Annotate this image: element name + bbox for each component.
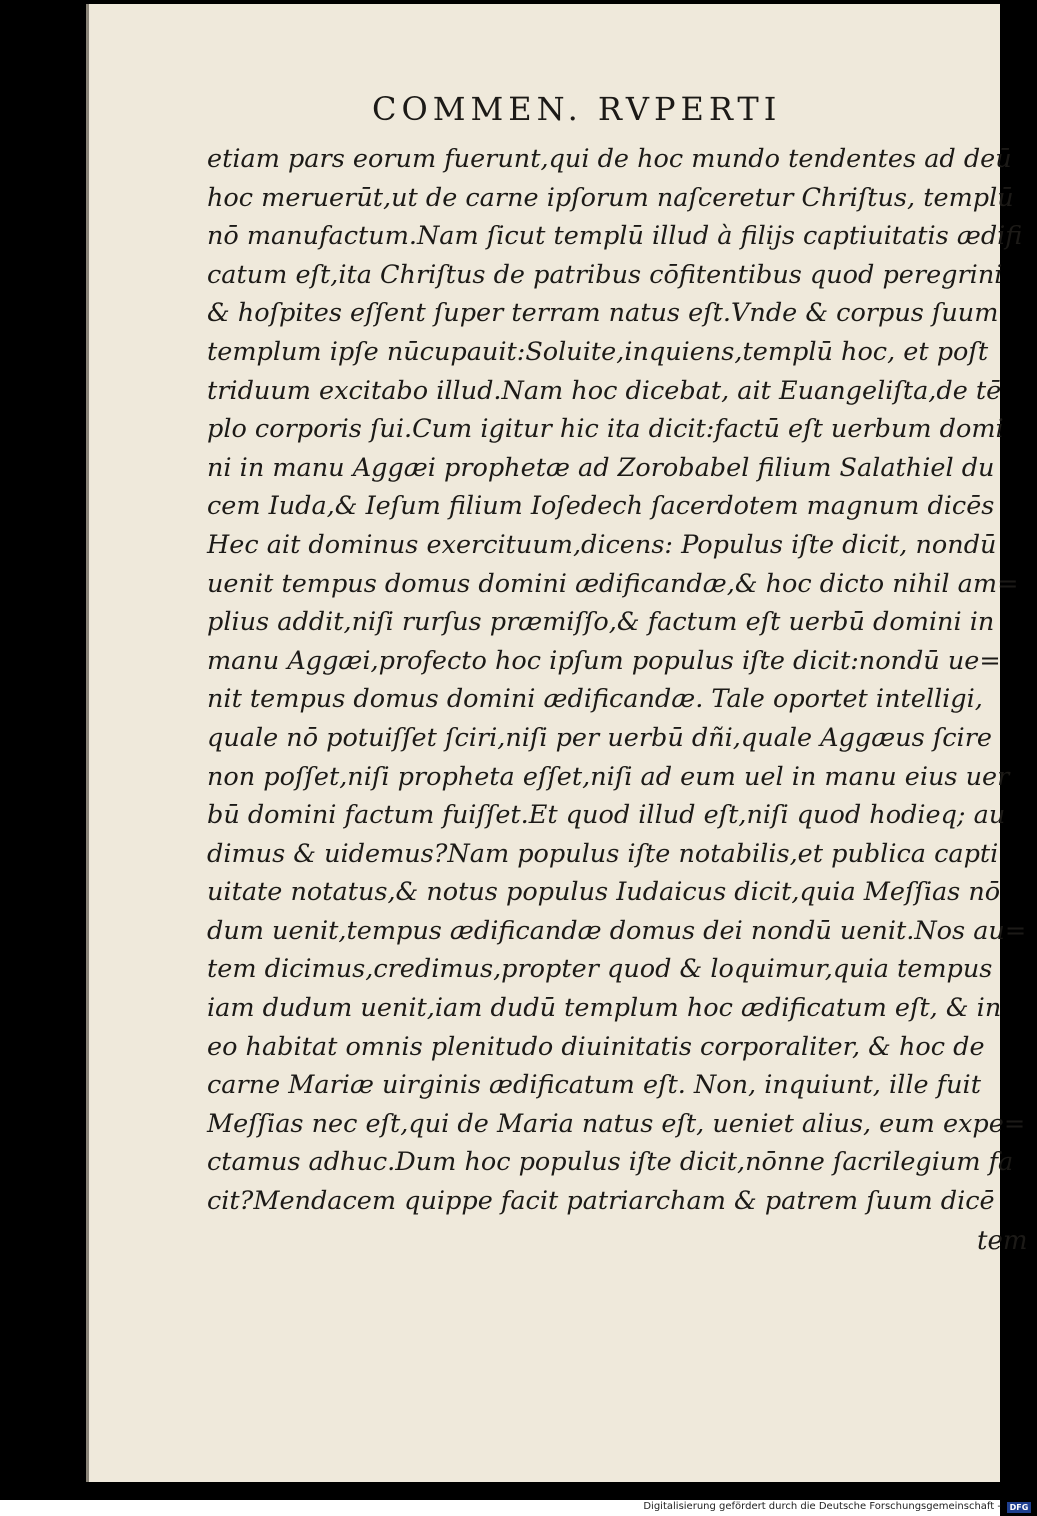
funding-note: Digitalisierung gefördert durch die Deutsche Forschungsgemeinschaft - [643,1501,1001,1512]
text-line: cit?Mendacem quippe facit patriarcham & patrem ſuum dicē [207,1186,995,1217]
text-line: cem Iuda,& Ieſum filium Ioſedech ſacerdotem magnum dicēs [207,491,995,522]
text-line: & hoſpites eſſent ſuper terram natus eſt.Vnde & corpus ſuum [207,298,999,329]
text-line: carne Mariæ uirginis ædificatum eſt. Non, inquiunt, ille fuit [207,1070,981,1101]
dfg-logo: DFG [1007,1502,1031,1513]
text-line: nō manufactum.Nam ſicut templū illud à filijs captiuitatis ædifi [207,221,1023,252]
text-line: catum eſt,ita Chriſtus de patribus cōfitentibus quod peregrini [207,259,1003,290]
running-header: COMMEN. RVPERTI [372,90,782,128]
text-line: etiam pars eorum fuerunt,qui de hoc mundo tendentes ad deū [207,144,1012,174]
page-text [207,140,1037,1221]
text-line: Hec ait dominus exercituum,dicens: Populus iſte dicit, nondū [207,529,997,560]
text-line: manu Aggæi,profecto hoc ipſum populus iſte dicit:nondū ue= [207,645,1001,676]
text-line: plo corporis ſui.Cum igitur hic ita dicit:factū eſt uerbum domi [207,414,1004,445]
text-line: ctamus adhuc.Dum hoc populus iſte dicit,nōnne ſacrilegium fa [207,1147,1014,1178]
text-line: nit tempus domus domini ædificandæ. Tale oportet intelligi, [207,684,983,715]
book-page [86,4,1028,1482]
text-line: uitate notatus,& notus populus Iudaicus dicit,quia Meſſias nō [207,877,1001,908]
catchword: tem [977,1226,1028,1256]
text-line: eo habitat omnis plenitudo diuinitatis corporaliter, & hoc de [207,1031,985,1062]
text-line: iam dudum uenit,iam dudū templum hoc ædificatum eſt, & in [207,993,1002,1024]
text-line: uenit tempus domus domini ædificandæ,& hoc dicto nihil am= [207,568,1019,599]
text-line: hoc meruerūt,ut de carne ipſorum naſceretur Chriſtus, templū [207,182,1014,213]
text-line: triduum excitabo illud.Nam hoc dicebat, ait Euangeliſta,de tē [207,375,1002,406]
text-line: dimus & uidemus?Nam populus iſte notabilis,et publica capti [207,838,999,869]
text-line: templum ipſe nūcupauit:Soluite,inquiens,templū hoc, et poſt [207,336,989,367]
text-line: Meſſias nec eſt,qui de Maria natus eſt, ueniet alius, eum expe= [207,1108,1026,1139]
text-line: quale nō potuiſſet ſciri,niſi per uerbū dñi,quale Aggæus ſcire [207,722,992,753]
text-line: plius addit,niſi rurſus præmiſſo,& factum eſt uerbū domini in [207,607,995,638]
text-line: dum uenit,tempus ædificandæ domus dei nondū uenit.Nos au= [207,915,1027,946]
text-line: bū domini factum fuiſſet.Et quod illud eſt,niſi quod hodieq; au [207,800,1006,831]
text-line: non poſſet,niſi propheta eſſet,niſi ad eum uel in manu eius uer [207,761,1010,792]
text-line: ni in manu Aggæi prophetæ ad Zorobabel filium Salathiel du [207,452,995,483]
text-line: tem dicimus,credimus,propter quod & loquimur,quia tempus [207,954,993,985]
